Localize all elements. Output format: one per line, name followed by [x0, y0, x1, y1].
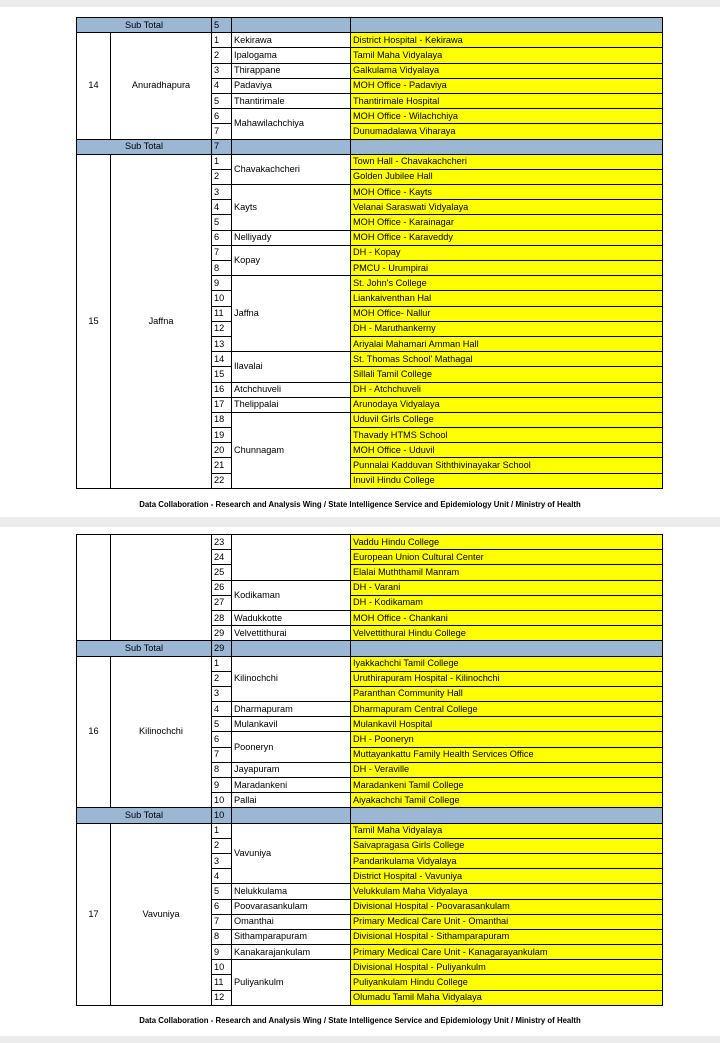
- district-name: Anuradhapura: [111, 33, 212, 139]
- table-row: 28 Wadukkotte MOH Office - Chankani: [77, 610, 663, 625]
- table-row: 2 Saivapragasa Girls College: [77, 838, 663, 853]
- table-row: 7 Omanthai Primary Medical Care Unit - Omanthai: [77, 914, 663, 929]
- document-page-2: [0, 527, 720, 1036]
- district-number: 15: [77, 154, 111, 488]
- table-row: 8 PMCU - Urumpirai: [77, 261, 663, 276]
- table-row: 3 Thirappane Galkulama Vidyalaya: [77, 63, 663, 78]
- subtotal-row: Sub Total 10: [77, 808, 663, 823]
- table-row: 10 Pallai Aiyakachchi Tamil College: [77, 793, 663, 808]
- district-name: Vavuniya: [111, 823, 212, 1005]
- table-row: 9 Maradankeni Maradankeni Tamil College: [77, 778, 663, 793]
- table-row: 21 Punnalai Kadduvan Siththivinayakar School: [77, 458, 663, 473]
- table-row: 29 Velvettithurai Velvettithurai Hindu College: [77, 626, 663, 641]
- district-number: 17: [77, 823, 111, 1005]
- table-row: 12 Olumadu Tamil Maha Vidyalaya: [77, 990, 663, 1005]
- table-row: 9 Kanakarajankulam Primary Medical Care Unit - Kanagarayankulam: [77, 945, 663, 960]
- table-row: 8 Jayapuram DH - Veraville: [77, 762, 663, 777]
- table-row: 7 Dunumadalawa Viharaya: [77, 124, 663, 139]
- table-row: 19 Thavady HTMS School: [77, 428, 663, 443]
- district-name: Kilinochchi: [111, 656, 212, 808]
- table-row: 20 MOH Office - Uduvil: [77, 443, 663, 458]
- table-row: 14 Anuradhapura 1 Kekirawa District Hospital - Kekirawa: [77, 33, 663, 48]
- table-row: 17 Thelippalai Arunodaya Vidyalaya: [77, 397, 663, 412]
- table-row: 7 Kopay DH - Kopay: [77, 245, 663, 260]
- table-row: 15 Jaffna 1 Chavakachcheri Town Hall - Chavakachcheri: [77, 154, 663, 169]
- table-row: 5 Thantirimale Thantirimale Hospital: [77, 93, 663, 108]
- table-row: 8 Sithamparapuram Divisional Hospital - Sithamparapuram: [77, 929, 663, 944]
- subtotal-row: Sub Total 7: [77, 139, 663, 154]
- table-row: 10 Liankaiventhan Hal: [77, 291, 663, 306]
- table-row: 16 Atchchuveli DH - Atchchuveli: [77, 382, 663, 397]
- table-row: 26 Kodikaman DH - Varani: [77, 580, 663, 595]
- table-row: 5 Nelukkulama Velukkulam Maha Vidyalaya: [77, 884, 663, 899]
- table-row: 23 Vaddu Hindu College: [77, 535, 663, 550]
- table-row: 6 Mahawilachchiya MOH Office - Wilachchiya: [77, 109, 663, 124]
- table-row: 4 District Hospital - Vavuniya: [77, 869, 663, 884]
- subtotal-row: Sub Total 29: [77, 641, 663, 656]
- table-row: 25 Elalai Muththamil Manram: [77, 565, 663, 580]
- table-row: 11 Puliyankulam Hindu College: [77, 975, 663, 990]
- district-number: 14: [77, 33, 111, 139]
- table-row: 6 Pooneryn DH - Pooneryn: [77, 732, 663, 747]
- table-row: 15 Sillali Tamil College: [77, 367, 663, 382]
- vaccination-centers-table-1: [76, 17, 663, 489]
- vaccination-centers-table-2: [76, 534, 663, 1006]
- table-row: 27 DH - Kodikamam: [77, 595, 663, 610]
- table-row: 7 Muttayankattu Family Health Services Office: [77, 747, 663, 762]
- table-row: 5 MOH Office - Karainagar: [77, 215, 663, 230]
- table-row: 11 MOH Office- Nallur: [77, 306, 663, 321]
- table-row: 3 Pandarikulama Vidyalaya: [77, 853, 663, 868]
- table-row: 12 DH - Maruthankerny: [77, 321, 663, 336]
- page-footer: Data Collaboration - Research and Analysis Wing / State Intelligence Service and Epidemiology Unit / Ministry of Health: [139, 1016, 581, 1025]
- district-name: Jaffna: [111, 154, 212, 488]
- table-row: 6 Poovarasankulam Divisional Hospital - Poovarasankulam: [77, 899, 663, 914]
- table-row: 3 Paranthan Community Hall: [77, 686, 663, 701]
- table-row: 14 Ilavalai St. Thomas School' Mathagal: [77, 352, 663, 367]
- table-row: 2 Uruthirapuram Hospital - Kilinochchi: [77, 671, 663, 686]
- table-row: 4 Velanai Saraswati Vidyalaya: [77, 200, 663, 215]
- table-row: 2 Ipalogama Tamil Maha Vidyalaya: [77, 48, 663, 63]
- table-row: 6 Nelliyady MOH Office - Karaveddy: [77, 230, 663, 245]
- district-number: 16: [77, 656, 111, 808]
- table-row: 2 Golden Jubilee Hall: [77, 169, 663, 184]
- table-row: 16 Kilinochchi 1 Kilinochchi Iyakkachchi Tamil College: [77, 656, 663, 671]
- table-row: 10 Puliyankulm Divisional Hospital - Puliyankulm: [77, 960, 663, 975]
- table-row: 18 Chunnagam Uduvil Girls College: [77, 412, 663, 427]
- document-page-1: [0, 7, 720, 517]
- table-row: 22 Inuvil Hindu College: [77, 473, 663, 488]
- table-row: 3 Kayts MOH Office - Kayts: [77, 185, 663, 200]
- table-row: 9 Jaffna St. John's College: [77, 276, 663, 291]
- table-row: 13 Ariyalai Mahamari Amman Hall: [77, 336, 663, 351]
- subtotal-row: Sub Total 5: [77, 18, 663, 33]
- table-row: 5 Mulankavil Mulankavil Hospital: [77, 717, 663, 732]
- page-footer: Data Collaboration - Research and Analysis Wing / State Intelligence Service and Epidemiology Unit / Ministry of Health: [139, 500, 581, 509]
- table-row: 4 Padaviya MOH Office - Padaviya: [77, 78, 663, 93]
- table-row: 4 Dharmapuram Dharmapuram Central College: [77, 702, 663, 717]
- table-row: 17 Vavuniya 1 Vavuniya Tamil Maha Vidyalaya: [77, 823, 663, 838]
- table-row: 24 European Union Cultural Center: [77, 550, 663, 565]
